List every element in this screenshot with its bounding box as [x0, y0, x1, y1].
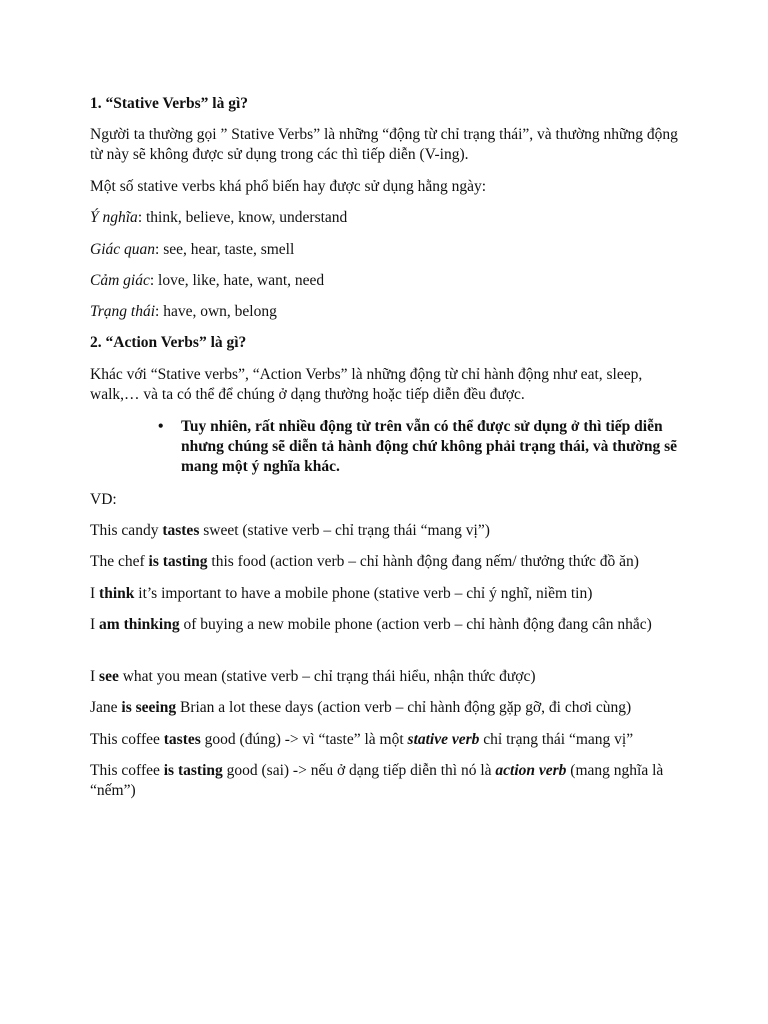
example-text: Jane — [90, 699, 122, 716]
example-text: The chef — [90, 553, 149, 570]
example-7 — [90, 730, 690, 750]
example-text: good (sai) -> nếu ở dạng tiếp diễn thì nó là — [222, 762, 496, 779]
example-text: of buying a new mobile phone (action verb – chỉ hành động đang cân nhắc) — [179, 616, 652, 633]
example-term: stative verb — [407, 731, 480, 748]
example-text: This coffee — [90, 762, 164, 779]
example-verb: tastes — [162, 522, 200, 539]
example-3 — [90, 584, 690, 604]
example-verb: think — [99, 585, 135, 602]
section1-para2: Một số stative verbs khá phổ biến hay được sử dụng hằng ngày: — [90, 178, 487, 195]
category-label: Cảm giác — [90, 272, 150, 289]
example-2 — [90, 552, 690, 572]
example-4 — [90, 615, 690, 635]
examples-label: VD: — [90, 491, 117, 508]
category-items: : see, hear, taste, smell — [155, 241, 295, 258]
example-text: This candy — [90, 522, 163, 539]
example-text: good (đúng) -> vì “taste” là một — [200, 731, 408, 748]
category-items: : think, believe, know, understand — [137, 209, 348, 226]
category-meaning — [90, 208, 690, 228]
category-items: : love, like, hate, want, need — [149, 272, 325, 289]
example-text: what you mean (stative verb – chỉ trạng thái hiểu, nhận thức được) — [118, 668, 536, 685]
example-verb: am thinking — [99, 616, 180, 633]
category-senses — [90, 240, 690, 260]
example-term: action verb — [495, 762, 567, 779]
example-text: I — [90, 668, 100, 685]
category-label: Trạng thái — [90, 303, 156, 320]
example-verb: see — [99, 668, 119, 685]
example-text: chỉ trạng thái “mang vị” — [479, 731, 634, 748]
example-verb: tastes — [163, 731, 201, 748]
example-verb: is seeing — [121, 699, 177, 716]
section1-heading: 1. “Stative Verbs” là gì? — [90, 95, 249, 112]
example-text: it’s important to have a mobile phone (stative verb – chỉ ý nghĩ, niềm tin) — [134, 585, 593, 602]
category-label: Ý nghĩa — [90, 209, 138, 226]
example-text: I — [90, 616, 100, 633]
example-text: This coffee — [90, 731, 164, 748]
section2-heading: 2. “Action Verbs” là gì? — [90, 334, 247, 351]
category-states — [90, 302, 690, 322]
example-6 — [90, 698, 690, 718]
category-label: Giác quan — [90, 241, 156, 258]
example-5 — [90, 667, 690, 687]
bullet-item — [158, 417, 678, 477]
category-feelings — [90, 271, 690, 291]
example-text: (mang nghĩa là “nếm”) — [90, 762, 664, 799]
section1-para1: Người ta thường gọi ” Stative Verbs” là những “động từ chỉ trạng thái”, và thường những động từ này sẽ không được sử dụng trong các thì tiếp diễn (V-ing). — [90, 126, 678, 163]
example-text: this food (action verb – chỉ hành động đang nếm/ thưởng thức đồ ăn) — [207, 553, 639, 570]
example-text: Brian a lot these days (action verb – chỉ hành động gặp gỡ, đi chơi cùng) — [176, 699, 632, 716]
example-verb: is tasting — [163, 762, 223, 779]
category-items: : have, own, belong — [155, 303, 277, 320]
bullet-icon: • — [158, 418, 164, 435]
example-8 — [90, 761, 690, 801]
example-1 — [90, 521, 690, 541]
section2-para1: Khác với “Stative verbs”, “Action Verbs” là những động từ chỉ hành động như eat, sleep, walk,… và ta có thể để chúng ở dạng thường hoặc tiếp diễn đều được. — [90, 366, 643, 403]
example-text: sweet (stative verb – chỉ trạng thái “mang vị”) — [199, 522, 490, 539]
bullet-text: Tuy nhiên, rất nhiều động từ trên vẫn có thể được sử dụng ở thì tiếp diễn nhưng chúng sẽ diễn tả hành động chứ không phải trạng thái, và thường sẽ mang một ý nghĩa khác. — [181, 418, 678, 475]
example-verb: is tasting — [148, 553, 208, 570]
example-text: I — [90, 585, 100, 602]
